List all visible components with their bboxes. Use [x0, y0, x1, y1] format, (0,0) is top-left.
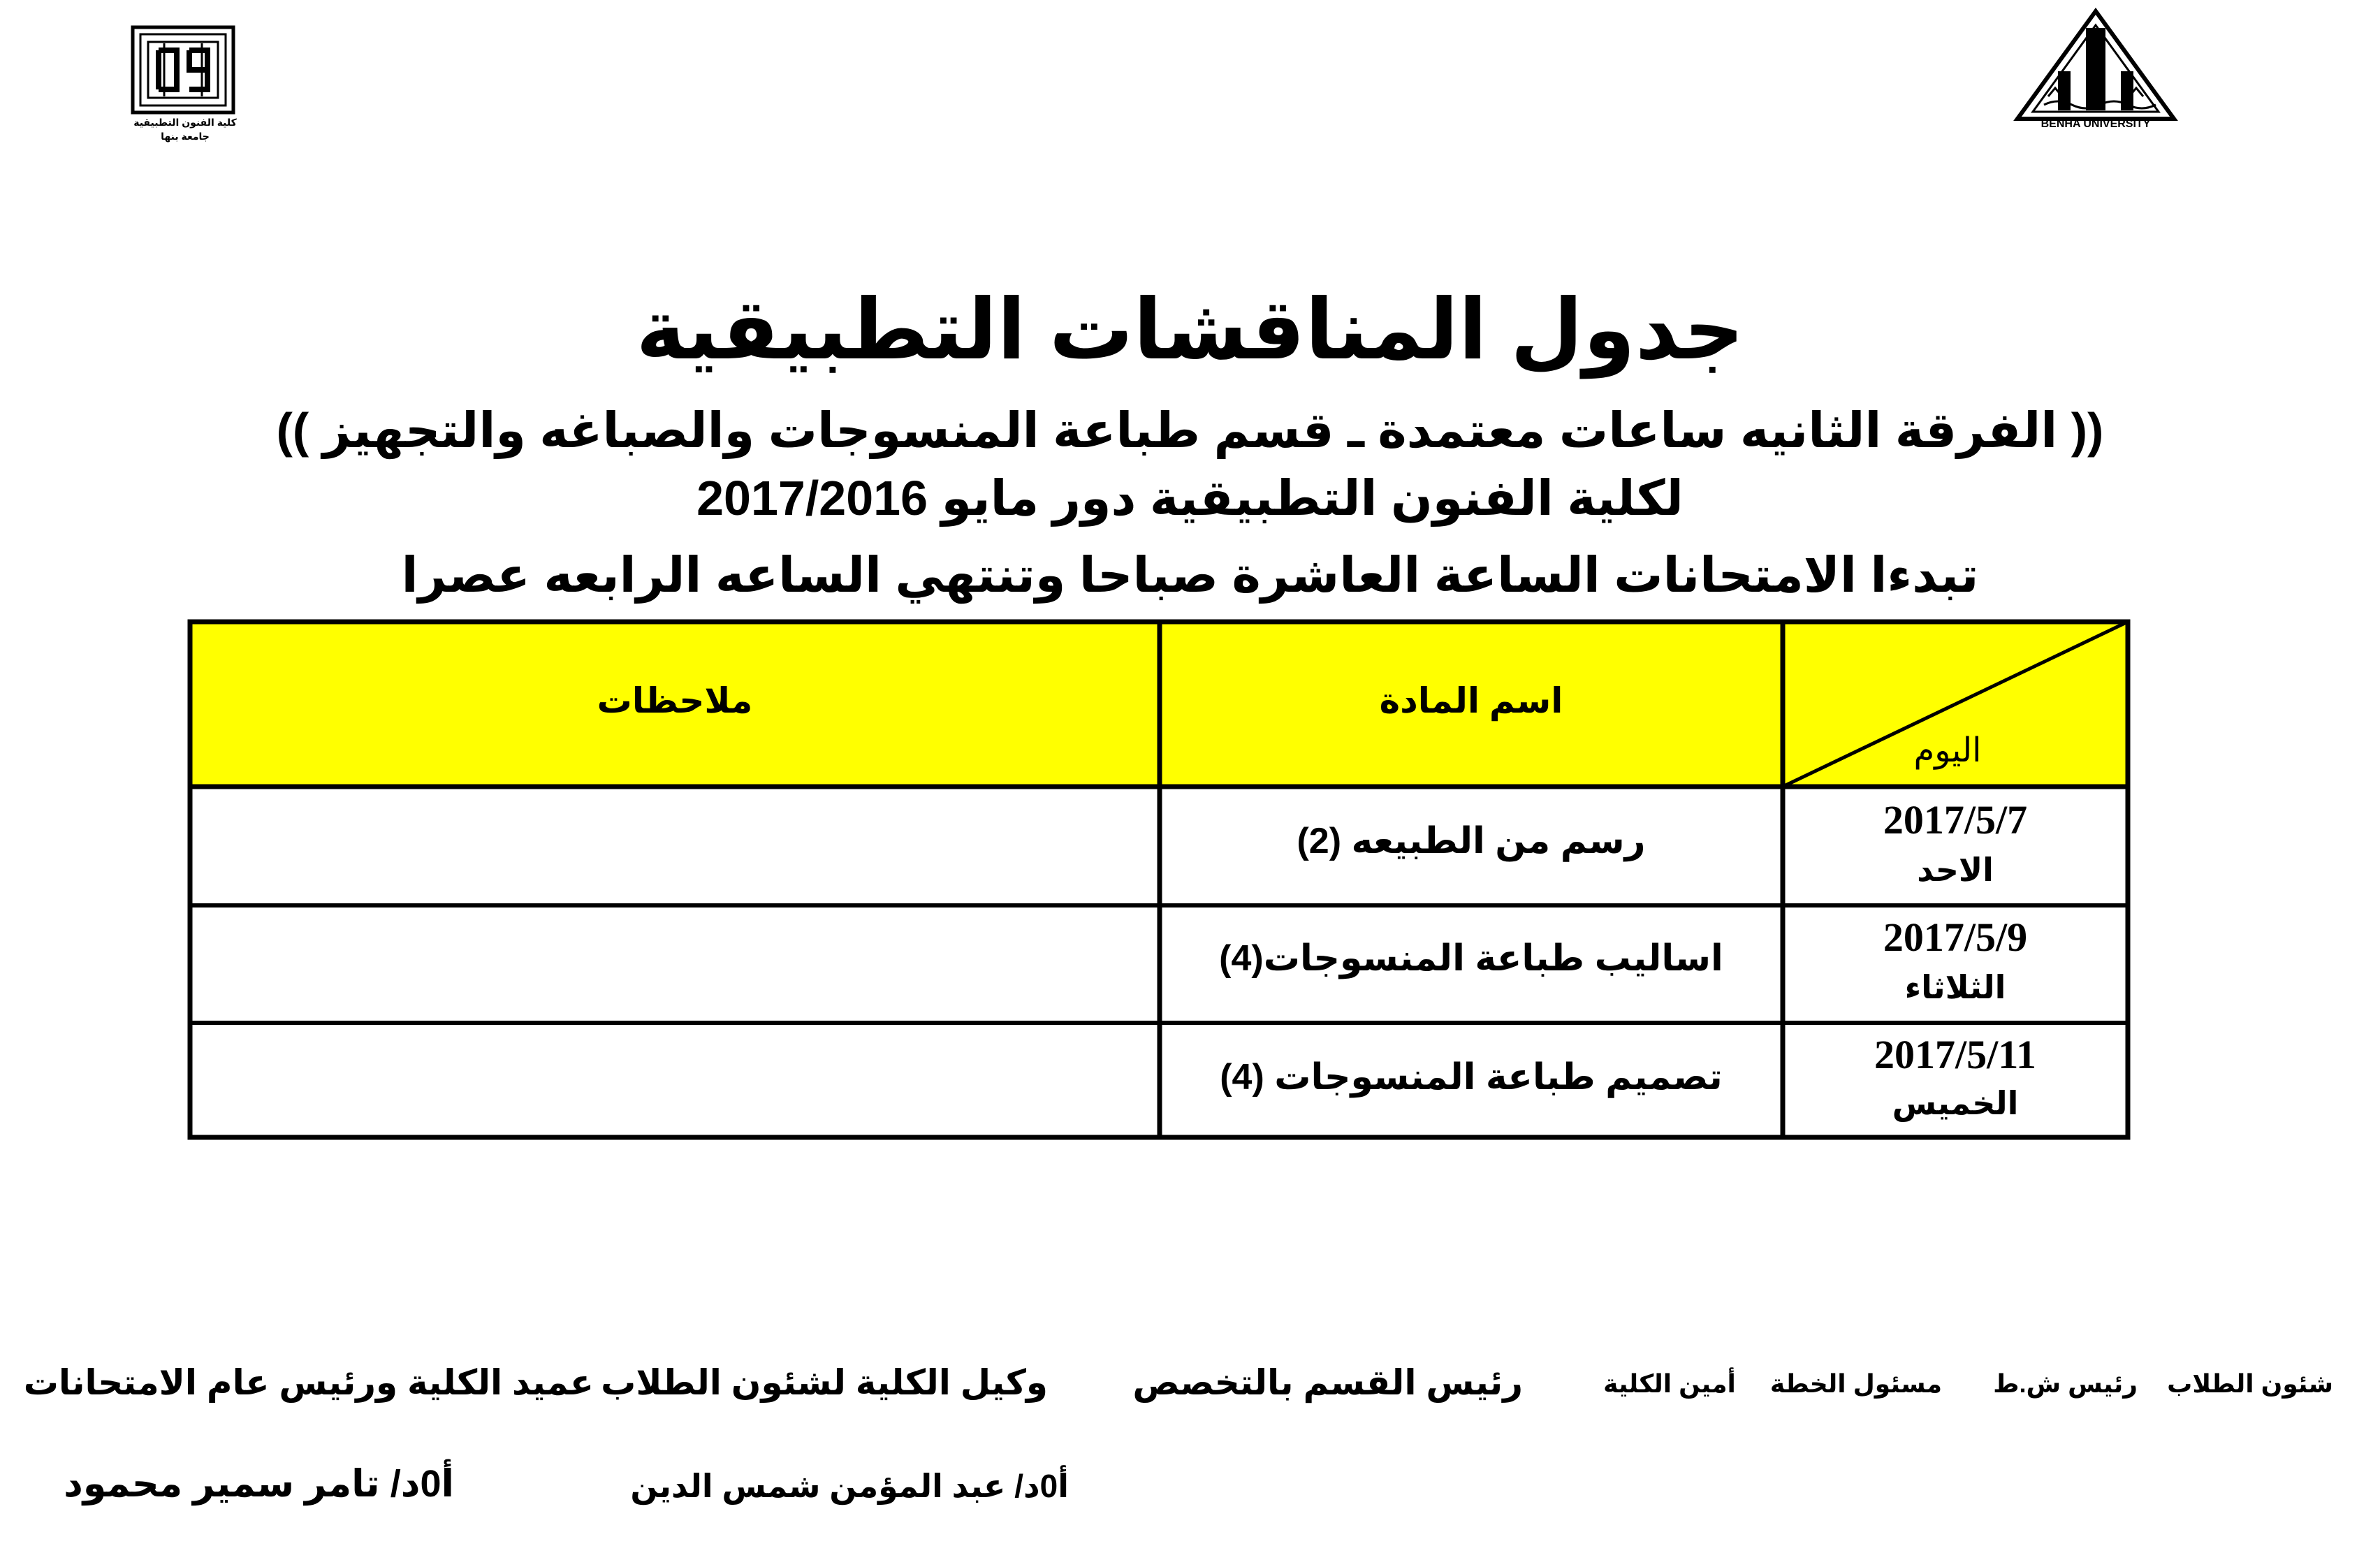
sig-head-affairs: رئيس ش.ط	[1993, 1369, 2138, 1398]
row-2-subject: اساليب طباعة المنسوجات(4)	[1219, 938, 1723, 979]
college-caption-2: جامعة بنها	[161, 131, 210, 142]
subtitle-exam-hours: تبدءا الامتحانات الساعة العاشرة صباحا وتنتهي الساعه الرابعه عصرا	[401, 548, 1979, 602]
college-emblem-icon	[131, 25, 235, 115]
row-3-date: 2017/5/11	[1874, 1032, 2037, 1077]
header-day: اليوم	[1913, 732, 1982, 769]
university-logo	[2012, 7, 2180, 129]
header-notes: ملاحظات	[597, 681, 753, 720]
row-1-subject: رسم من الطبيعه (2)	[1297, 821, 1646, 861]
sig-dean: عميد الكلية ورئيس عام الامتحانات	[23, 1363, 594, 1402]
sig-college-secretary: أمين الكلية	[1603, 1369, 1736, 1398]
row-2-day: الثلاثاء	[1904, 969, 2006, 1005]
header-subject: اسم المادة	[1379, 681, 1563, 720]
university-emblem-icon	[2012, 7, 2180, 129]
sig-plan-officer: مسئول الخطة	[1769, 1369, 1942, 1398]
sig-vice-dean: وكيل الكلية لشئون الطلاب	[601, 1363, 1048, 1402]
subtitle-department: (( الفرقة الثانيه ساعات معتمدة ـ قسم طباعة المنسوجات والصباغه والتجهيز ))	[276, 403, 2104, 458]
sig-dept-head: رئيس القسم بالتخصص	[1132, 1363, 1523, 1402]
vice-dean-name: أ0د/ عبد المؤمن شمس الدين	[630, 1468, 1069, 1504]
row-1-date: 2017/5/7	[1883, 797, 2028, 843]
schedule-table	[187, 619, 2131, 1140]
row-1-day: الاحد	[1917, 852, 1994, 888]
college-logo	[129, 25, 241, 147]
row-2-date: 2017/5/9	[1883, 914, 2028, 960]
sig-student-affairs: شئون الطلاب	[2167, 1369, 2333, 1398]
subtitle-college-term: لكلية الفنون التطبيقية دور مايو 2017/2016	[696, 471, 1684, 525]
university-caption: BENHA UNIVERSITY	[2040, 118, 2151, 129]
row-3-day: الخميس	[1892, 1085, 2019, 1121]
college-caption-1: كلية الفنون التطبيقية	[133, 117, 237, 128]
row-3-subject: تصميم طباعة المنسوجات (4)	[1220, 1057, 1723, 1098]
page-title: جدول المناقشات التطبيقية	[636, 283, 1744, 377]
dean-name: أ0د/ تامر سمير محمود	[64, 1463, 454, 1505]
